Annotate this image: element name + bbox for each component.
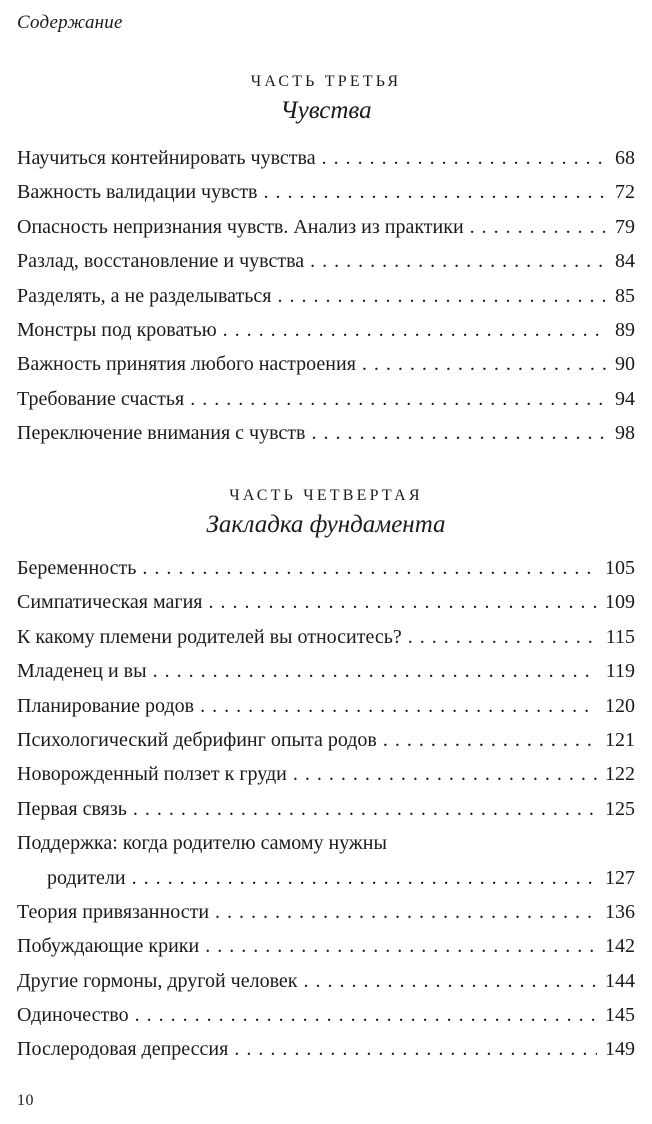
- part-title: Закладка фундамента: [206, 511, 446, 538]
- toc-entry-title: Важность принятия любого настроения: [17, 353, 356, 376]
- toc-entry-page: 149: [605, 1038, 635, 1061]
- toc-entry-page: 72: [615, 181, 635, 204]
- toc-entry-title: Важность валидации чувств: [17, 181, 258, 204]
- dot-leader: [133, 792, 597, 826]
- toc-entry[interactable]: [17, 313, 635, 347]
- toc-entry-page: 136: [605, 900, 635, 923]
- dot-leader: [408, 620, 598, 654]
- toc-entry-page: 85: [615, 284, 635, 307]
- part-label: ЧАСТЬ ЧЕТВЕРТАЯ: [229, 487, 423, 504]
- toc-part-four: [17, 551, 635, 1067]
- dot-leader: [293, 757, 597, 791]
- dot-leader: [215, 895, 597, 929]
- toc-entry[interactable]: [17, 757, 635, 791]
- dot-leader: [470, 210, 607, 244]
- toc-entry-title: Младенец и вы: [17, 660, 147, 683]
- toc-entry-title: Переключение внимания с чувств: [17, 422, 306, 445]
- dot-leader: [264, 175, 608, 209]
- toc-entry-title: Новорожденный ползет к груди: [17, 763, 287, 786]
- toc-entry-page: 120: [605, 694, 635, 717]
- toc-entry-title: К какому племени родителей вы относитесь?: [17, 625, 402, 648]
- dot-leader: [142, 551, 597, 585]
- toc-entry[interactable]: [17, 585, 635, 619]
- toc-entry[interactable]: [17, 723, 635, 757]
- toc-entry-page: 105: [605, 557, 635, 579]
- toc-entry[interactable]: [17, 998, 635, 1032]
- toc-entry-title: Научиться контейнировать чувства: [17, 147, 316, 169]
- toc-entry-page: 68: [615, 147, 635, 169]
- toc-entry-title: Планирование родов: [17, 694, 195, 717]
- running-head: Содержание: [17, 12, 123, 33]
- toc-entry-page: 84: [615, 250, 635, 273]
- toc-entry[interactable]: [17, 175, 635, 209]
- toc-entry-page: 79: [615, 215, 635, 238]
- toc-entry[interactable]: [17, 244, 635, 278]
- dot-leader: [362, 347, 607, 381]
- toc-entry[interactable]: [17, 551, 635, 585]
- toc-entry-page: 89: [615, 318, 635, 341]
- toc-entry[interactable]: [17, 210, 635, 244]
- toc-entry-page: 109: [605, 591, 635, 614]
- part-label: ЧАСТЬ ТРЕТЬЯ: [250, 73, 402, 90]
- toc-entry[interactable]: [17, 279, 635, 313]
- toc-entry-title: Беременность: [17, 557, 137, 579]
- dot-leader: [190, 382, 607, 416]
- toc-entry-page: 125: [605, 797, 635, 820]
- toc-entry[interactable]: [17, 347, 635, 381]
- toc-entry-page: 90: [615, 353, 635, 376]
- toc-entry[interactable]: [17, 654, 635, 688]
- dot-leader: [223, 313, 607, 347]
- toc-entry[interactable]: [17, 689, 635, 723]
- dot-leader: [383, 723, 597, 757]
- toc-part-three: [17, 141, 635, 451]
- toc-entry-page: 122: [605, 763, 635, 786]
- toc-entry-title: Монстры под кроватью: [17, 318, 217, 341]
- toc-entry-title: Теория привязанности: [17, 900, 210, 923]
- dot-leader: [200, 689, 597, 723]
- dot-leader: [205, 929, 597, 963]
- toc-entry-title: Одиночество: [17, 1004, 129, 1027]
- toc-entry-page: 142: [605, 935, 635, 958]
- toc-entry-page: 115: [605, 625, 635, 648]
- toc-entry[interactable]: [17, 964, 635, 998]
- toc-entry-page: 98: [615, 422, 635, 445]
- part-title: Чувства: [280, 97, 372, 124]
- dot-leader: [132, 861, 597, 895]
- dot-leader: [153, 654, 598, 688]
- part-three-header: [0, 72, 652, 126]
- toc-entry-title: Требование счастья: [17, 387, 185, 410]
- toc-entry[interactable]: [17, 792, 635, 826]
- toc-entry-title: Психологический дебрифинг опыта родов: [17, 728, 377, 751]
- toc-entry-page: 145: [605, 1004, 635, 1027]
- toc-entry-title-line-2: родители: [47, 866, 126, 889]
- toc-entry[interactable]: [17, 620, 635, 654]
- toc-entry[interactable]: [17, 1032, 635, 1066]
- dot-leader: [311, 416, 607, 450]
- toc-entry-title: Разлад, восстановление и чувства: [17, 250, 305, 273]
- dot-leader: [209, 585, 597, 619]
- part-four-header: [0, 486, 652, 540]
- toc-entry-title: Опасность непризнания чувств. Анализ из практики: [17, 215, 464, 238]
- toc-entry-page: 119: [605, 660, 635, 683]
- toc-entry-title: Симпатическая магия: [17, 591, 203, 614]
- toc-entry-title: Послеродовая депрессия: [17, 1038, 229, 1061]
- page-number: 10: [17, 1092, 34, 1109]
- dot-leader: [322, 141, 607, 175]
- dot-leader: [304, 964, 597, 998]
- toc-entry-title: Побуждающие крики: [17, 935, 200, 958]
- toc-entry-title-line-2-row: [17, 861, 635, 895]
- toc-entry[interactable]: [17, 895, 635, 929]
- toc-entry-title: Первая связь: [17, 797, 127, 820]
- dot-leader: [310, 244, 607, 278]
- dot-leader: [277, 279, 607, 313]
- toc-entry-page: 94: [615, 387, 635, 410]
- dot-leader: [234, 1032, 597, 1066]
- toc-entry-title: Другие гормоны, другой человек: [17, 969, 298, 992]
- toc-entry-page: 144: [605, 969, 635, 992]
- toc-entry-page: 127: [605, 866, 635, 889]
- toc-entry-title: Разделять, а не разделываться: [17, 284, 272, 307]
- toc-entry-title-line-1: Поддержка: когда родителю самому нужны: [17, 832, 387, 855]
- dot-leader: [135, 998, 597, 1032]
- toc-entry[interactable]: [17, 416, 635, 450]
- toc-entry-page: 121: [605, 728, 635, 751]
- toc-entry-two-line[interactable]: [17, 826, 635, 895]
- toc-entry[interactable]: [17, 141, 635, 175]
- toc-entry[interactable]: [17, 929, 635, 963]
- toc-entry[interactable]: [17, 382, 635, 416]
